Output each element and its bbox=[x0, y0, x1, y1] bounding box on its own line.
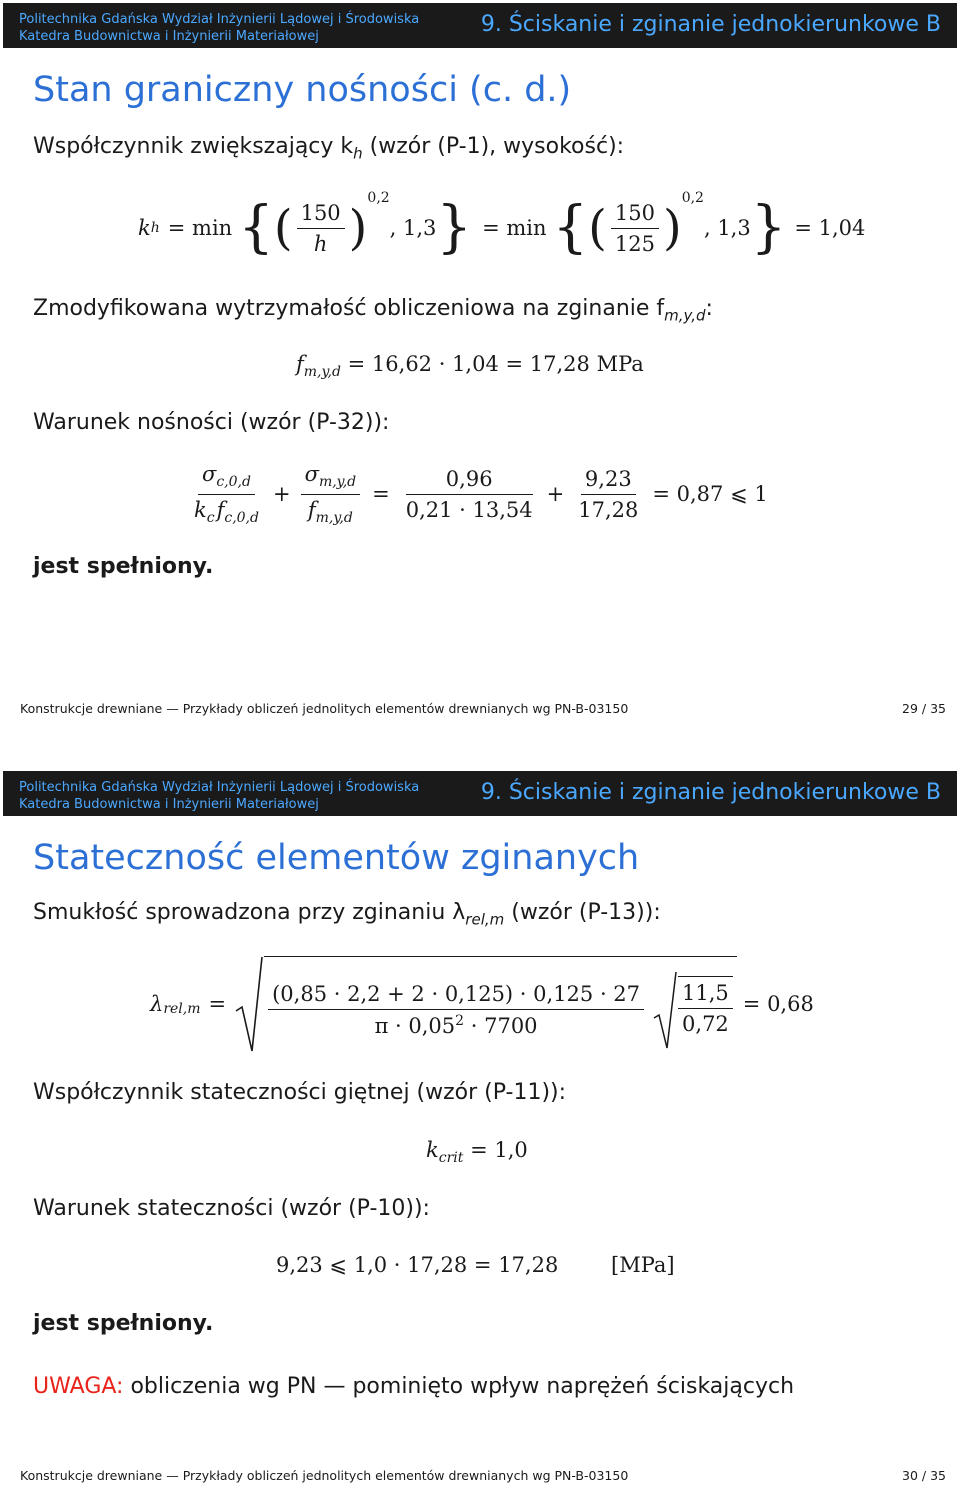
section-title: 9. Ściskanie i zginanie jednokierunkowe B bbox=[480, 12, 941, 37]
left-paren-2: ( bbox=[588, 200, 607, 256]
kh-intro-text: Współczynnik zwiększający k bbox=[33, 134, 354, 159]
sigma-sub: c,0,d bbox=[216, 474, 251, 491]
frac-150-over-h bbox=[297, 201, 345, 256]
separator: , 1,3 bbox=[389, 216, 437, 240]
fm: f bbox=[307, 497, 316, 522]
frac-den bbox=[304, 495, 357, 526]
slide-30 bbox=[0, 768, 960, 1485]
sigma-m-sub: m,y,d bbox=[318, 474, 357, 491]
slide-29 bbox=[0, 0, 960, 740]
sqrt-sign-icon bbox=[234, 955, 264, 1053]
condition-result: = 0,87 ⩽ 1 bbox=[652, 482, 768, 506]
slide-title: Stan graniczny nośności (c. d.) bbox=[33, 70, 572, 110]
frac-num: 9,23 bbox=[581, 467, 636, 495]
stability-expr: 9,23 ⩽ 1,0 · 17,28 = 17,28 bbox=[276, 1253, 559, 1277]
right-brace: } bbox=[436, 195, 473, 260]
verdict: jest spełniony. bbox=[33, 1311, 214, 1336]
sqrt-body bbox=[264, 956, 737, 1055]
frac-num: 0,96 bbox=[406, 467, 533, 495]
slide-header bbox=[3, 771, 957, 816]
stability-intro: Warunek stateczności (wzór (P-10)): bbox=[33, 1196, 430, 1221]
warning-text: obliczenia wg PN — pominięto wpływ naprężeń ściskających bbox=[123, 1374, 795, 1399]
lambda-lhs: λ bbox=[150, 992, 164, 1016]
kh-min: = min bbox=[167, 216, 233, 240]
institution-name bbox=[19, 779, 419, 813]
frac-lambda-values bbox=[268, 982, 644, 1038]
page-number: 30 / 35 bbox=[902, 1468, 946, 1483]
footer-text: Konstrukcje drewniane — Przykłady obliczeń jednolitych elementów drewnianych wg PN-B-03150 bbox=[20, 701, 629, 716]
plus-sign-2: + bbox=[546, 482, 565, 506]
frac-den: 125 bbox=[614, 231, 655, 256]
slide-header bbox=[3, 3, 957, 48]
kcrit-equation bbox=[426, 1138, 528, 1166]
kh-lhs-sub: h bbox=[150, 220, 160, 236]
lambda-intro-sub: rel,m bbox=[465, 910, 505, 929]
frac-ratio bbox=[678, 976, 733, 1036]
kh-equation bbox=[138, 178, 865, 278]
frac-values-1 bbox=[402, 467, 537, 522]
sqrt-sign-inner-icon bbox=[652, 970, 678, 1050]
slide-title: Stateczność elementów zginanych bbox=[33, 838, 640, 878]
stability-equation bbox=[276, 1253, 675, 1277]
sigma-m: σ bbox=[304, 462, 319, 487]
frac-num: 150 bbox=[297, 201, 345, 229]
right-paren: ) bbox=[348, 200, 368, 256]
left-brace: { bbox=[238, 195, 274, 260]
frac-den bbox=[190, 495, 263, 526]
institution-line-1: Politechnika Gdańska Wydział Inżynierii Lądowej i Środowiska bbox=[19, 780, 420, 795]
kc-sub: c bbox=[206, 509, 215, 526]
den-part-2: · 7700 bbox=[464, 1014, 538, 1038]
fmyd-intro bbox=[33, 296, 713, 324]
fmyd-rhs: = 16,62 · 1,04 = 17,28 MPa bbox=[347, 352, 644, 376]
frac-sigma-c bbox=[190, 462, 263, 525]
kh-intro bbox=[33, 134, 624, 162]
fmyd-lhs: f bbox=[296, 352, 304, 376]
sigma: σ bbox=[202, 462, 217, 487]
lambda-lhs-sub: rel,m bbox=[163, 1001, 201, 1017]
fmyd-intro-sub: m,y,d bbox=[664, 306, 706, 325]
separator-2: , 1,3 bbox=[703, 216, 751, 240]
fm-sub: m,y,d bbox=[315, 509, 353, 526]
kh-intro-tail: (wzór (P-1), wysokość): bbox=[362, 134, 625, 159]
equals-sign: = bbox=[372, 482, 390, 506]
kh-lhs: k bbox=[138, 216, 151, 240]
den-exponent: 2 bbox=[455, 1013, 465, 1029]
institution-line-2: Katedra Budownictwa i Inżynierii Materiałowej bbox=[19, 797, 319, 812]
kh-min-2: = min bbox=[482, 216, 547, 240]
right-paren-2: ) bbox=[662, 200, 682, 256]
page-number: 29 / 35 bbox=[902, 701, 946, 716]
frac-den: 17,28 bbox=[578, 497, 639, 522]
condition-equation bbox=[186, 458, 768, 530]
section-title: 9. Ściskanie i zginanie jednokierunkowe B bbox=[480, 780, 941, 805]
lambda-intro-tail: (wzór (P-13)): bbox=[504, 900, 661, 925]
equals-sign: = bbox=[208, 992, 227, 1016]
lambda-equation bbox=[150, 954, 814, 1054]
frac-num bbox=[301, 462, 361, 494]
den-part-1: π · 0,05 bbox=[374, 1014, 456, 1038]
kc: k bbox=[194, 497, 207, 522]
kcrit-lhs-sub: crit bbox=[438, 1150, 464, 1167]
frac-den: h bbox=[313, 231, 328, 256]
left-paren: ( bbox=[273, 200, 293, 256]
institution-line-2: Katedra Budownictwa i Inżynierii Materiałowej bbox=[19, 29, 319, 44]
lambda-intro-text: Smukłość sprowadzona przy zginaniu λ bbox=[33, 900, 466, 925]
kh-intro-sub: h bbox=[353, 144, 363, 163]
kcrit-lhs: k bbox=[426, 1138, 439, 1162]
kcrit-intro: Współczynnik stateczności giętnej (wzór (P-11)): bbox=[33, 1080, 567, 1105]
fc: f bbox=[216, 497, 225, 522]
frac-den: 0,72 bbox=[682, 1012, 729, 1036]
lambda-intro bbox=[33, 900, 661, 928]
fmyd-intro-text: Zmodyfikowana wytrzymałość obliczeniowa na zginanie f bbox=[33, 296, 665, 321]
condition-intro: Warunek nośności (wzór (P-32)): bbox=[33, 410, 390, 435]
frac-num: 150 bbox=[611, 201, 659, 229]
frac-den: 0,21 · 13,54 bbox=[405, 497, 533, 522]
frac-num bbox=[198, 462, 255, 494]
verdict: jest spełniony. bbox=[33, 554, 214, 579]
warning-label: UWAGA: bbox=[33, 1374, 124, 1399]
stability-unit: [MPa] bbox=[611, 1253, 675, 1277]
frac-sigma-m bbox=[301, 462, 361, 525]
kcrit-rhs: = 1,0 bbox=[470, 1138, 528, 1162]
fc-sub: c,0,d bbox=[224, 509, 259, 526]
warning-note bbox=[33, 1374, 794, 1399]
footer-text: Konstrukcje drewniane — Przykłady obliczeń jednolitych elementów drewnianych wg PN-B-03150 bbox=[20, 1468, 629, 1483]
kh-result: = 1,04 bbox=[794, 216, 866, 240]
institution-line-1: Politechnika Gdańska Wydział Inżynierii Lądowej i Środowiska bbox=[19, 12, 420, 27]
frac-num: (0,85 · 2,2 + 2 · 0,125) · 0,125 · 27 bbox=[268, 982, 644, 1010]
institution-name bbox=[19, 11, 419, 45]
lambda-result: = 0,68 bbox=[742, 992, 814, 1016]
right-brace-2: } bbox=[750, 195, 787, 260]
fmyd-lhs-sub: m,y,d bbox=[303, 364, 341, 381]
plus-sign: + bbox=[272, 482, 291, 506]
exponent-2: 0,2 bbox=[681, 190, 704, 206]
fmyd-equation bbox=[296, 352, 644, 380]
left-brace-2: { bbox=[552, 195, 589, 260]
frac-num: 11,5 bbox=[678, 981, 733, 1009]
fmyd-intro-tail: : bbox=[705, 296, 713, 321]
frac-values-2 bbox=[574, 467, 642, 522]
exponent: 0,2 bbox=[367, 190, 390, 206]
frac-den bbox=[371, 1010, 542, 1038]
frac-150-over-125 bbox=[611, 201, 659, 256]
